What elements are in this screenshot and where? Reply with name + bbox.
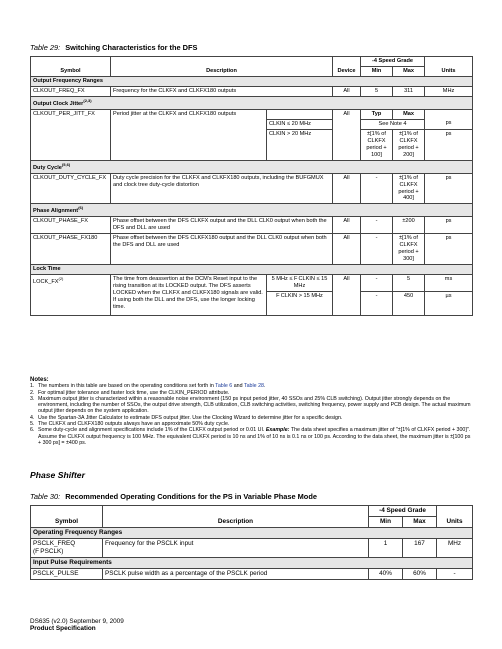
- t29-jitter-see-note: See Note 4: [361, 119, 425, 129]
- t29-lock-units1: ms: [425, 275, 473, 292]
- note-3-text: Maximum output jitter is characterized within a reasonable noise environment (150 ps input period jitter, 40 SSOs and 25% CLB switching). Output jitter strongly depends on the environment, including the number of SSOs, the output drive strength, CLB utilization, CLB switching activities, switching frequency, power supply and PCB design. The actual maximum output jitter depends on the system application.: [38, 395, 471, 415]
- t29-section-output-freq: Output Frequency Ranges: [31, 76, 473, 86]
- t30-pulse-units: -: [437, 569, 473, 580]
- t30-pulse-max: 60%: [403, 569, 437, 580]
- t29-section-phase: [31, 204, 473, 217]
- t29-section-phase-label: Phase Alignment: [33, 208, 79, 215]
- t29-jitter-typ2: ±[1% of CLKFX period + 100]: [361, 129, 393, 160]
- t30-speed-grade: -4 Speed Grade: [369, 506, 437, 517]
- t30-freq-units: MHz: [437, 539, 473, 558]
- t29-jitter-units1: ps: [425, 119, 473, 129]
- t29-duty-symbol: CLKOUT_DUTY_CYCLE_FX: [31, 173, 111, 204]
- t29-lock-device: All: [333, 275, 361, 316]
- table30: [30, 505, 473, 580]
- t30-header-units: Units: [437, 506, 473, 528]
- table30-caption: [30, 492, 317, 501]
- note-6-text-a: Some duty-cycle and alignment specifications include 1% of the CLKFX output period or 0.01 UI.: [38, 427, 266, 434]
- t29-section-jitter-label: Output Clock Jitter: [33, 100, 84, 107]
- t29-phase2-min: -: [361, 234, 393, 265]
- t29-freq-device: All: [333, 86, 361, 96]
- t29-phase2-symbol: CLKOUT_PHASE_FX180: [31, 234, 111, 265]
- note-4: 4. Use the Spartan-3A Jitter Calculator to estimate DFS output jitter. Use the Clocking Wizard to determine jitter for a specific design.: [30, 415, 472, 421]
- t29-duty-min: -: [361, 173, 393, 204]
- table29-caption-num: Table 29:: [30, 43, 61, 52]
- table30-caption-num: Table 30:: [30, 492, 61, 501]
- t29-lock-desc: The time from deassertion at the DCM's Reset input to the rising transition at its LOCKED output. The DFS asserts LOCKED when the CLKFX and CLKFX180 signals are valid. If using both the DLL and the DFS, use the longer locking time.: [111, 275, 267, 316]
- t29-phase2-units: ps: [425, 234, 473, 265]
- t29-lock-max1: 5: [393, 275, 425, 292]
- t29-header-units: Units: [425, 57, 473, 77]
- t30-freq-desc: Frequency for the PSCLK input: [103, 539, 369, 558]
- t29-header-symbol: Symbol: [31, 57, 111, 77]
- t30-freq-min: 1: [369, 539, 403, 558]
- t30-freq-symbol-cell: [31, 539, 103, 558]
- note-5-text: The CLKFX and CLKFX180 outputs always have an approximate 50% duty cycle.: [38, 421, 230, 428]
- t30-pulse-desc: PSCLK pulse width as a percentage of the PSCLK period: [103, 569, 369, 580]
- t30-section-freq: Operating Frequency Ranges: [31, 528, 473, 539]
- table29-notes: [30, 377, 472, 446]
- t29-phase1-units: ps: [425, 217, 473, 234]
- t29-freq-symbol: CLKOUT_FREQ_FX: [31, 86, 111, 96]
- footer-spec-label: Product Specification: [30, 625, 96, 632]
- t29-jitter-max2: ±[1% of CLKFX period + 200]: [393, 129, 425, 160]
- note-6-example-label: Example:: [265, 427, 290, 434]
- t29-duty-max: ±[1% of CLKFX period + 400]: [393, 173, 425, 204]
- t29-header-max: Max: [393, 66, 425, 76]
- t29-jitter-cond1: CLKIN ≤ 20 MHz: [267, 119, 333, 129]
- t29-jitter-units2: ps: [425, 129, 473, 160]
- t29-phase2-desc: Phase offset between the DFS CLKFX180 output and the DLL CLK0 output when both the DFS and DLL are used: [111, 234, 333, 265]
- t29-jitter-max-head: Max: [393, 109, 425, 119]
- table29-caption: [30, 43, 197, 52]
- t29-lock-cond2: F CLKIN > 15 MHz: [267, 292, 333, 316]
- notes-title: Notes:: [30, 377, 49, 383]
- t29-header-description: Description: [111, 57, 333, 77]
- note-6: 6. Some duty-cycle and alignment specifications include 1% of the CLKFX output period or 0.01 UI. Example: The data sheet specifies a maximum jitter of "±[1% of CLKFX period + 300]". Assume the CLKFX output frequency is 100 MHz. The equivalent CLKFX period is 10 ns and 1% of 10 ns is 0.1 ns or 100 ps. According to the data sheet, the maximum jitter is ±[100 ps + 300 ps] = ±400 ps.: [30, 427, 471, 446]
- t29-freq-desc: Frequency for the CLKFX and CLKFX180 outputs: [111, 86, 333, 96]
- note-1: 1. The numbers in this table are based on the operating conditions set forth in Table 6 and Table 28.: [30, 383, 266, 390]
- note-6-text-b: The data sheet specifies a maximum jitter of "±[1% of CLKFX period + 300]". Assume the CLKFX output frequency is 100 MHz. The equivalent CLKFX period is 10 ns and 1% of 10 ns is 0.1 ns or 100 ps. According to the data sheet, the maximum jitter is ±[100 ps + 300 ps] = ±400 ps.: [38, 427, 471, 446]
- t30-freq-max: 167: [403, 539, 437, 558]
- t29-lock-cond1: 5 MHz ≤ F CLKIN ≤ 15 MHz: [267, 275, 333, 292]
- t29-speed-grade: -4 Speed Grade: [361, 57, 425, 67]
- t29-section-duty-label: Duty Cycle: [33, 164, 62, 171]
- t29-lock-symbol-cell: [31, 275, 111, 316]
- note-1-link-table6[interactable]: Table 6: [215, 383, 233, 390]
- t30-pulse-symbol: PSCLK_PULSE: [31, 569, 103, 580]
- t29-section-phase-sup: (6): [78, 205, 84, 211]
- t29-duty-units: ps: [425, 173, 473, 204]
- t29-lock-max2: 450: [393, 292, 425, 316]
- t30-section-pulse: Input Pulse Requirements: [31, 558, 473, 569]
- note-1-link-table28[interactable]: Table 28: [243, 383, 264, 390]
- t29-phase1-device: All: [333, 217, 361, 234]
- t29-freq-units: MHz: [425, 86, 473, 96]
- t29-phase2-device: All: [333, 234, 361, 265]
- t29-lock-min2: -: [361, 292, 393, 316]
- t29-lock-units2: µs: [425, 292, 473, 316]
- table29: [30, 56, 473, 316]
- table29-caption-title: Switching Characteristics for the DFS: [65, 43, 198, 52]
- t29-phase1-desc: Phase offset between the DFS CLKFX output and the DLL CLK0 output when both the DFS and DLL are used: [111, 217, 333, 234]
- phase-shifter-heading: Phase Shifter: [30, 470, 85, 480]
- t29-freq-min: 5: [361, 86, 393, 96]
- note-1-text-c: .: [263, 383, 266, 390]
- t29-phase1-max: ±200: [393, 217, 425, 234]
- note-3: 3. Maximum output jitter is characterized within a reasonable noise environment (150 ps input period jitter, 40 SSOs and 25% CLB switching). Output jitter strongly depends on the environment, including the number of SSOs, the output drive strength, CLB utilization, CLB switching activities, switching frequency, power supply and PCB design. The actual maximum output jitter depends on the system application.: [30, 395, 471, 415]
- t30-freq-symbol: PSCLK_FREQ: [33, 540, 76, 547]
- t29-freq-max: 311: [393, 86, 425, 96]
- note-1-text-b: and: [232, 383, 244, 390]
- footer-doc-id: DS635 (v2.0) September 9, 2009: [30, 618, 124, 625]
- t29-jitter-typ-head: Typ: [361, 109, 393, 119]
- table30-caption-title: Recommended Operating Conditions for the PS in Variable Phase Mode: [65, 492, 317, 501]
- t29-jitter-device: All: [333, 109, 361, 119]
- t29-lock-symbol: LOCK_FX: [33, 279, 59, 286]
- note-2-text: For optimal jitter tolerance and faster lock time, use the CLKIN_PERIOD attribute.: [38, 389, 230, 396]
- t29-jitter-desc: Period jitter at the CLKFX and CLKFX180 outputs: [111, 109, 267, 160]
- t29-phase1-min: -: [361, 217, 393, 234]
- t29-section-duty: [31, 160, 473, 173]
- t29-section-duty-sup: (5,6): [61, 161, 71, 167]
- t29-header-min: Min: [361, 66, 393, 76]
- note-2: 2. For optimal jitter tolerance and faster lock time, use the CLKIN_PERIOD attribute.: [30, 390, 472, 396]
- t30-freq-symbol2: (F PSCLK): [33, 548, 64, 555]
- t29-header-device: Device: [333, 57, 361, 77]
- t29-jitter-cond2: CLKIN > 20 MHz: [267, 129, 333, 160]
- t29-lock-min1: -: [361, 275, 393, 292]
- t29-lock-symbol-sup: (2): [58, 276, 64, 282]
- t29-section-jitter: [31, 96, 473, 109]
- t29-jitter-symbol: CLKOUT_PER_JITT_FX: [31, 109, 111, 160]
- t29-section-lock: Lock Time: [31, 265, 473, 275]
- t29-phase1-symbol: CLKOUT_PHASE_FX: [31, 217, 111, 234]
- t29-section-jitter-sup: (2,3): [83, 97, 92, 103]
- t30-pulse-min: 40%: [369, 569, 403, 580]
- note-1-text-a: The numbers in this table are based on the operating conditions set forth in: [38, 383, 216, 390]
- t29-duty-desc: Duty cycle precision for the CLKFX and CLKFX180 outputs, including the BUFGMUX and clock tree duty-cycle distortion: [111, 173, 333, 204]
- t29-phase2-max: ±[1% of CLKFX period + 300]: [393, 234, 425, 265]
- note-4-text: Use the Spartan-3A Jitter Calculator to estimate DFS output jitter. Use the Clocking Wizard to determine jitter for a specific design.: [38, 414, 343, 421]
- note-5: 5. The CLKFX and CLKFX180 outputs always have an approximate 50% duty cycle.: [30, 421, 472, 427]
- t30-header-symbol: Symbol: [31, 506, 103, 528]
- t29-duty-device: All: [333, 173, 361, 204]
- t30-header-min: Min: [369, 517, 403, 528]
- footer: [30, 618, 124, 632]
- t30-header-max: Max: [403, 517, 437, 528]
- t30-header-description: Description: [103, 506, 369, 528]
